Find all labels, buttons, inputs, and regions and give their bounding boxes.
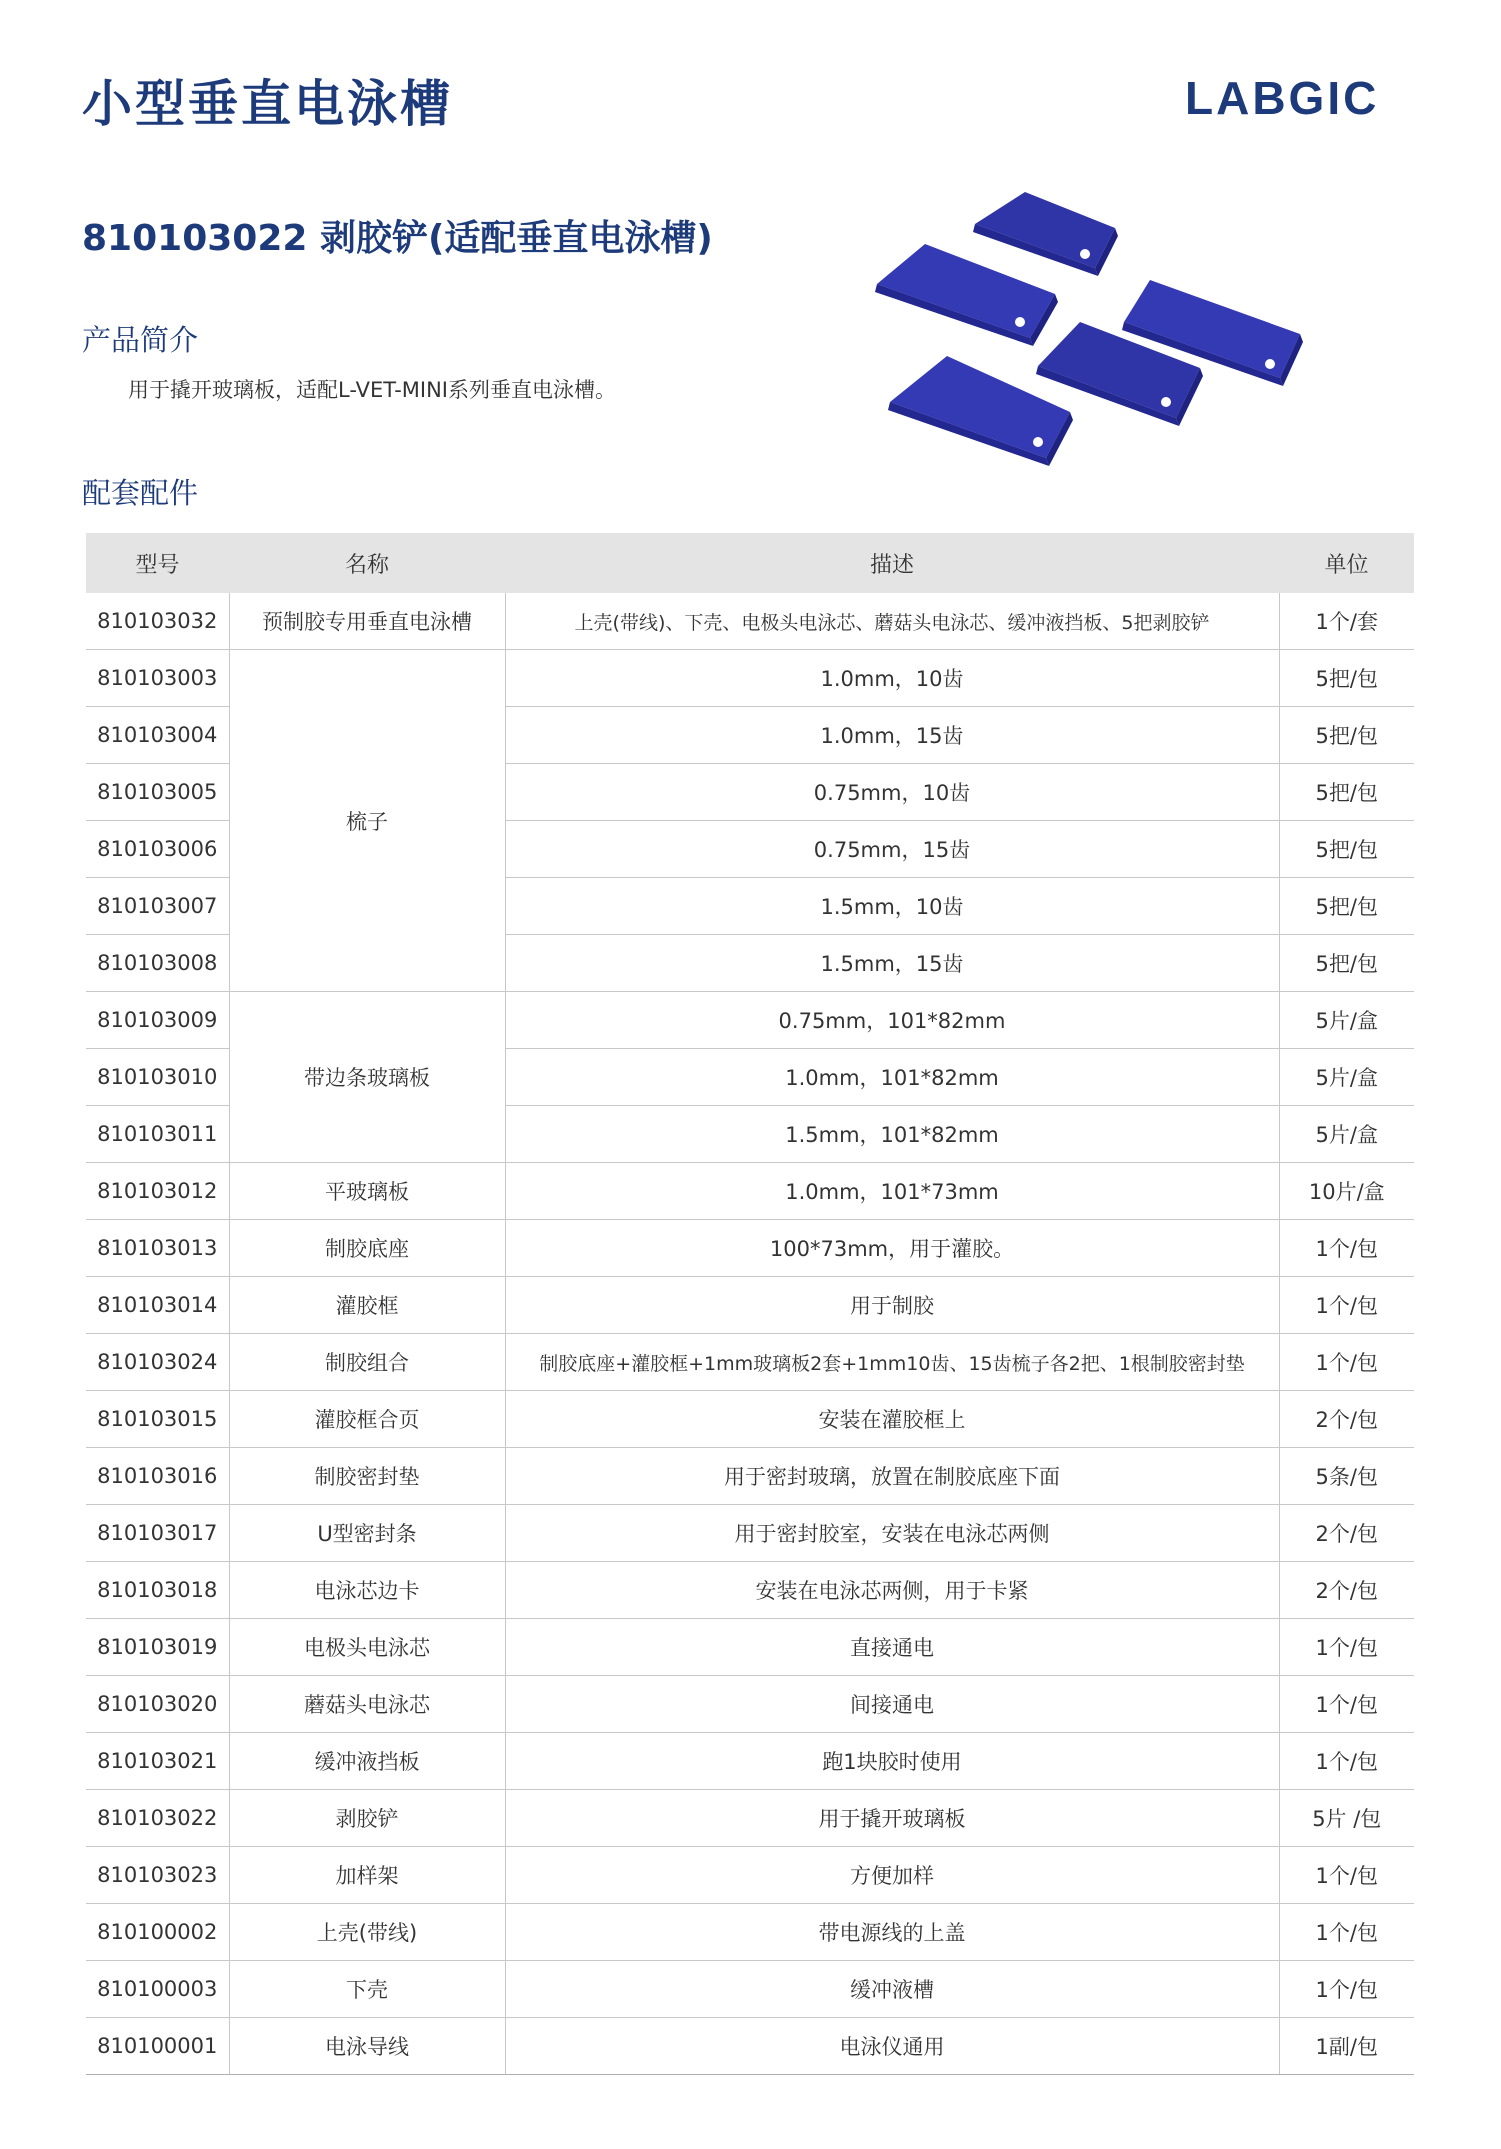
cell-name: 电泳芯边卡 [229,1562,505,1619]
cell-description: 0.75mm，15齿 [505,821,1279,878]
product-image [870,186,1310,486]
table-row [86,1277,1414,1334]
cell-description: 制胶底座+灌胶框+1mm玻璃板2套+1mm10齿、15齿梳子各2把、1根制胶密封垫 [505,1334,1279,1391]
cell-unit: 5条/包 [1279,1448,1414,1505]
cell-description: 间接通电 [505,1676,1279,1733]
cell-description: 1.5mm，15齿 [505,935,1279,992]
cell-description: 0.75mm，10齿 [505,764,1279,821]
cell-unit: 1个/包 [1279,1961,1414,2018]
cell-description: 用于撬开玻璃板 [505,1790,1279,1847]
column-header-unit: 单位 [1279,533,1414,593]
cell-description: 跑1块胶时使用 [505,1733,1279,1790]
cell-unit: 5把/包 [1279,821,1414,878]
column-header-name: 名称 [229,533,505,593]
cell-unit: 1个/包 [1279,1220,1414,1277]
cell-name: 制胶组合 [229,1334,505,1391]
cell-unit: 1副/包 [1279,2018,1414,2075]
svg-text:LABGIC: LABGIC [1185,74,1380,120]
table-row [86,1904,1414,1961]
cell-name: 加样架 [229,1847,505,1904]
cell-description: 0.75mm，101*82mm [505,992,1279,1049]
cell-description: 1.0mm，101*82mm [505,1049,1279,1106]
cell-name: 上壳(带线) [229,1904,505,1961]
cell-name: U型密封条 [229,1505,505,1562]
cell-model: 810100003 [86,1961,229,2018]
page-title: 小型垂直电泳槽 [82,75,453,133]
table-row [86,1334,1414,1391]
table-row [86,1448,1414,1505]
cell-unit: 5片/盒 [1279,992,1414,1049]
intro-heading: 产品简介 [82,323,199,357]
cell-model: 810103016 [86,1448,229,1505]
cell-description: 1.0mm，10齿 [505,650,1279,707]
cell-model: 810103006 [86,821,229,878]
cell-model: 810103014 [86,1277,229,1334]
cell-unit: 5把/包 [1279,650,1414,707]
cell-description: 1.5mm，10齿 [505,878,1279,935]
cell-description: 1.0mm，101*73mm [505,1163,1279,1220]
table-row [86,2018,1414,2075]
table-row [86,1733,1414,1790]
cell-unit: 1个/包 [1279,1904,1414,1961]
cell-description: 1.0mm，15齿 [505,707,1279,764]
cell-description: 用于密封胶室，安装在电泳芯两侧 [505,1505,1279,1562]
labgic-logo [1185,74,1415,120]
cell-model: 810100001 [86,2018,229,2075]
gel-scraper-1 [973,192,1118,276]
table-header-row [86,533,1414,593]
cell-unit: 10片/盒 [1279,1163,1414,1220]
cell-model: 810103021 [86,1733,229,1790]
cell-unit: 1个/包 [1279,1334,1414,1391]
cell-description: 缓冲液槽 [505,1961,1279,2018]
cell-model: 810100002 [86,1904,229,1961]
cell-model: 810103010 [86,1049,229,1106]
cell-description: 安装在电泳芯两侧，用于卡紧 [505,1562,1279,1619]
cell-model: 810103017 [86,1505,229,1562]
cell-model: 810103024 [86,1334,229,1391]
cell-unit: 5把/包 [1279,764,1414,821]
cell-model: 810103022 [86,1790,229,1847]
cell-model: 810103023 [86,1847,229,1904]
table-body [86,593,1414,2075]
table-row [86,1676,1414,1733]
cell-name: 梳子 [229,650,505,992]
cell-name: 带边条玻璃板 [229,992,505,1163]
cell-description: 1.5mm，101*82mm [505,1106,1279,1163]
cell-description: 电泳仪通用 [505,2018,1279,2075]
column-header-description: 描述 [505,533,1279,593]
cell-description: 安装在灌胶框上 [505,1391,1279,1448]
cell-name: 制胶底座 [229,1220,505,1277]
table-row [86,1847,1414,1904]
table-row [86,1562,1414,1619]
table-row [86,1790,1414,1847]
cell-name: 灌胶框合页 [229,1391,505,1448]
cell-unit: 1个/套 [1279,593,1414,650]
cell-model: 810103011 [86,1106,229,1163]
cell-description: 直接通电 [505,1619,1279,1676]
cell-unit: 5把/包 [1279,707,1414,764]
accessories-table [86,533,1414,2075]
cell-name: 灌胶框 [229,1277,505,1334]
cell-name: 电泳导线 [229,2018,505,2075]
cell-unit: 2个/包 [1279,1391,1414,1448]
cell-model: 810103004 [86,707,229,764]
cell-name: 平玻璃板 [229,1163,505,1220]
cell-unit: 5把/包 [1279,878,1414,935]
table-row [86,992,1414,1049]
table-row [86,1163,1414,1220]
cell-unit: 1个/包 [1279,1676,1414,1733]
cell-unit: 2个/包 [1279,1562,1414,1619]
cell-model: 810103019 [86,1619,229,1676]
intro-text: 用于撬开玻璃板，适配L-VET-MINI系列垂直电泳槽。 [128,378,617,402]
column-header-model: 型号 [86,533,229,593]
cell-model: 810103012 [86,1163,229,1220]
cell-name: 缓冲液挡板 [229,1733,505,1790]
cell-name: 预制胶专用垂直电泳槽 [229,593,505,650]
cell-description: 上壳(带线)、下壳、电极头电泳芯、蘑菇头电泳芯、缓冲液挡板、5把剥胶铲 [505,593,1279,650]
cell-unit: 1个/包 [1279,1277,1414,1334]
cell-description: 100*73mm，用于灌胶。 [505,1220,1279,1277]
cell-model: 810103005 [86,764,229,821]
table-row [86,1391,1414,1448]
cell-description: 带电源线的上盖 [505,1904,1279,1961]
cell-model: 810103007 [86,878,229,935]
table-row [86,593,1414,650]
cell-unit: 5片/盒 [1279,1049,1414,1106]
cell-description: 方便加样 [505,1847,1279,1904]
table-row [86,1505,1414,1562]
cell-model: 810103009 [86,992,229,1049]
cell-name: 制胶密封垫 [229,1448,505,1505]
cell-model: 810103032 [86,593,229,650]
cell-name: 蘑菇头电泳芯 [229,1676,505,1733]
table-row [86,1961,1414,2018]
table-row [86,1220,1414,1277]
gel-scraper-2 [875,244,1058,346]
table-row [86,650,1414,707]
cell-model: 810103013 [86,1220,229,1277]
cell-name: 下壳 [229,1961,505,2018]
cell-unit: 1个/包 [1279,1733,1414,1790]
cell-model: 810103008 [86,935,229,992]
product-title: 810103022 剥胶铲(适配垂直电泳槽) [82,218,713,259]
cell-model: 810103020 [86,1676,229,1733]
accessories-heading: 配套配件 [82,476,199,510]
cell-unit: 5片/盒 [1279,1106,1414,1163]
cell-model: 810103018 [86,1562,229,1619]
cell-unit: 5片 /包 [1279,1790,1414,1847]
cell-unit: 1个/包 [1279,1847,1414,1904]
cell-unit: 5把/包 [1279,935,1414,992]
table-row [86,1619,1414,1676]
cell-model: 810103015 [86,1391,229,1448]
cell-name: 电极头电泳芯 [229,1619,505,1676]
cell-model: 810103003 [86,650,229,707]
cell-unit: 2个/包 [1279,1505,1414,1562]
cell-unit: 1个/包 [1279,1619,1414,1676]
cell-name: 剥胶铲 [229,1790,505,1847]
cell-description: 用于制胶 [505,1277,1279,1334]
cell-description: 用于密封玻璃，放置在制胶底座下面 [505,1448,1279,1505]
